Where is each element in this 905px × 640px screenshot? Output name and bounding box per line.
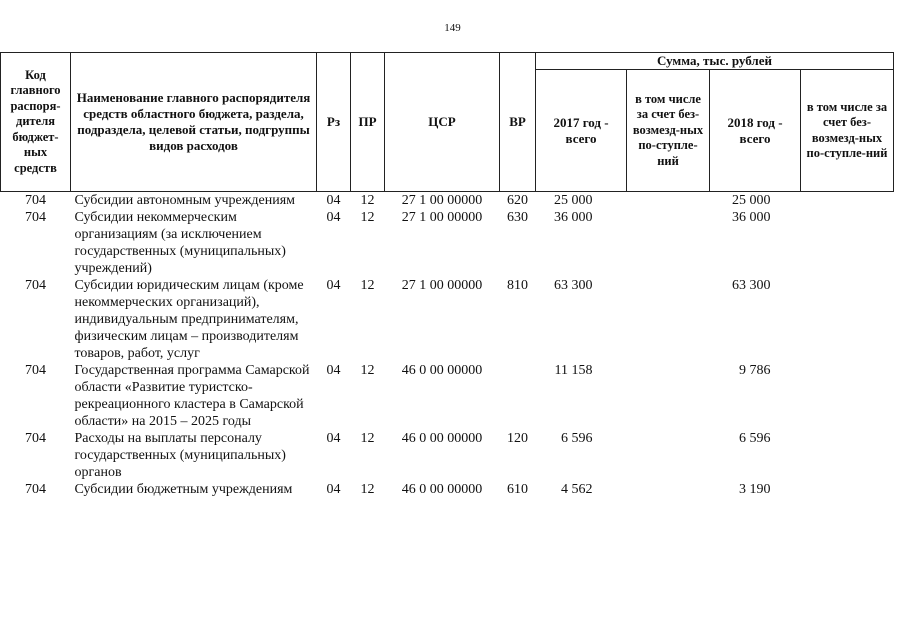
cell-pr: 12	[360, 278, 375, 293]
table-row	[1, 430, 894, 481]
cell-code: 704	[25, 482, 46, 497]
cell-2017-grants	[627, 277, 710, 362]
cell-2018-grants	[801, 277, 894, 362]
table-row	[1, 209, 894, 277]
cell-2018-total: 63 300	[732, 278, 771, 293]
cell-vr: 610	[507, 482, 528, 497]
cell-pr: 12	[360, 363, 375, 378]
cell-code: 704	[25, 210, 46, 225]
cell-csr: 27 1 00 00000	[401, 193, 483, 208]
table-row	[1, 192, 894, 210]
cell-name: Субсидии юридическим лицам (кроме некоммерческих организаций), индивидуальным предпринимателям, физическим лицам – производителям товаров, работ, услуг	[74, 278, 304, 361]
header-sum-group: Сумма, тыс. рублей	[536, 53, 894, 70]
cell-2017-total: 11 158	[554, 363, 593, 378]
header-2018-total: 2018 год - всего	[710, 70, 801, 192]
cell-2018-total: 25 000	[732, 193, 771, 208]
cell-vr	[500, 362, 536, 430]
table-header	[1, 53, 894, 192]
cell-pr: 12	[360, 482, 375, 497]
cell-csr: 46 0 00 00000	[401, 363, 483, 378]
cell-name: Субсидии бюджетным учреждениям	[74, 482, 293, 497]
cell-code: 704	[25, 278, 46, 293]
cell-2018-total: 36 000	[732, 210, 771, 225]
cell-csr: 46 0 00 00000	[401, 482, 483, 497]
cell-rz: 04	[326, 210, 341, 225]
cell-2018-grants	[801, 192, 894, 210]
header-csr: ЦСР	[385, 53, 500, 192]
cell-vr: 810	[507, 278, 528, 293]
cell-2018-grants	[801, 209, 894, 277]
cell-2017-grants	[627, 481, 710, 498]
cell-code: 704	[25, 363, 46, 378]
cell-vr: 120	[507, 431, 528, 446]
cell-2017-grants	[627, 430, 710, 481]
header-2017-total: 2017 год - всего	[536, 70, 627, 192]
table-row	[1, 481, 894, 498]
cell-2017-total: 63 300	[554, 278, 593, 293]
cell-rz: 04	[326, 193, 341, 208]
cell-2017-total: 36 000	[554, 210, 593, 225]
cell-2018-total: 9 786	[739, 363, 771, 378]
cell-2017-grants	[627, 192, 710, 210]
cell-code: 704	[25, 431, 46, 446]
cell-2018-grants	[801, 430, 894, 481]
cell-2018-total: 6 596	[739, 431, 771, 446]
budget-table	[0, 52, 894, 498]
header-vr: ВР	[500, 53, 536, 192]
cell-2017-total: 25 000	[554, 193, 593, 208]
cell-vr: 630	[507, 210, 528, 225]
cell-pr: 12	[360, 431, 375, 446]
header-2017-grants: в том числе за счет без-возмезд-ных по-ступле-ний	[627, 70, 710, 192]
cell-2017-total: 4 562	[561, 482, 593, 497]
cell-name: Расходы на выплаты персоналу государственных (муниципальных) органов	[74, 431, 286, 480]
table-body	[1, 192, 894, 499]
cell-csr: 27 1 00 00000	[401, 210, 483, 225]
cell-2018-grants	[801, 481, 894, 498]
cell-rz: 04	[326, 363, 341, 378]
header-code: Код главного распоря-дителя бюджет-ных средств	[1, 53, 71, 192]
table-row	[1, 277, 894, 362]
cell-rz: 04	[326, 278, 341, 293]
cell-2018-total: 3 190	[739, 482, 771, 497]
cell-2018-grants	[801, 362, 894, 430]
cell-csr: 46 0 00 00000	[401, 431, 483, 446]
cell-vr: 620	[507, 193, 528, 208]
table-row	[1, 362, 894, 430]
cell-name: Субсидии некоммерческим организациям (за исключением государственных (муниципальных) учреждений)	[74, 210, 286, 276]
cell-pr: 12	[360, 193, 375, 208]
page-number: 149	[444, 22, 461, 34]
cell-rz: 04	[326, 431, 341, 446]
cell-code: 704	[25, 193, 46, 208]
cell-rz: 04	[326, 482, 341, 497]
budget-table-container	[0, 52, 893, 498]
cell-csr: 27 1 00 00000	[401, 278, 483, 293]
header-rz: Рз	[317, 53, 351, 192]
cell-pr: 12	[360, 210, 375, 225]
cell-2017-grants	[627, 362, 710, 430]
cell-2017-grants	[627, 209, 710, 277]
header-name: Наименование главного распорядителя средств областного бюджета, раздела, подраздела, целевой статьи, подгруппы видов расходов	[71, 53, 317, 192]
header-2018-grants: в том числе за счет без-возмезд-ных по-ступле-ний	[801, 70, 894, 192]
cell-2017-total: 6 596	[561, 431, 593, 446]
cell-name: Государственная программа Самарской области «Развитие туристско-рекреационного кластера в Самарской области» на 2015 – 2025 годы	[74, 363, 310, 429]
cell-name: Субсидии автономным учреждениям	[74, 193, 296, 208]
header-pr: ПР	[351, 53, 385, 192]
